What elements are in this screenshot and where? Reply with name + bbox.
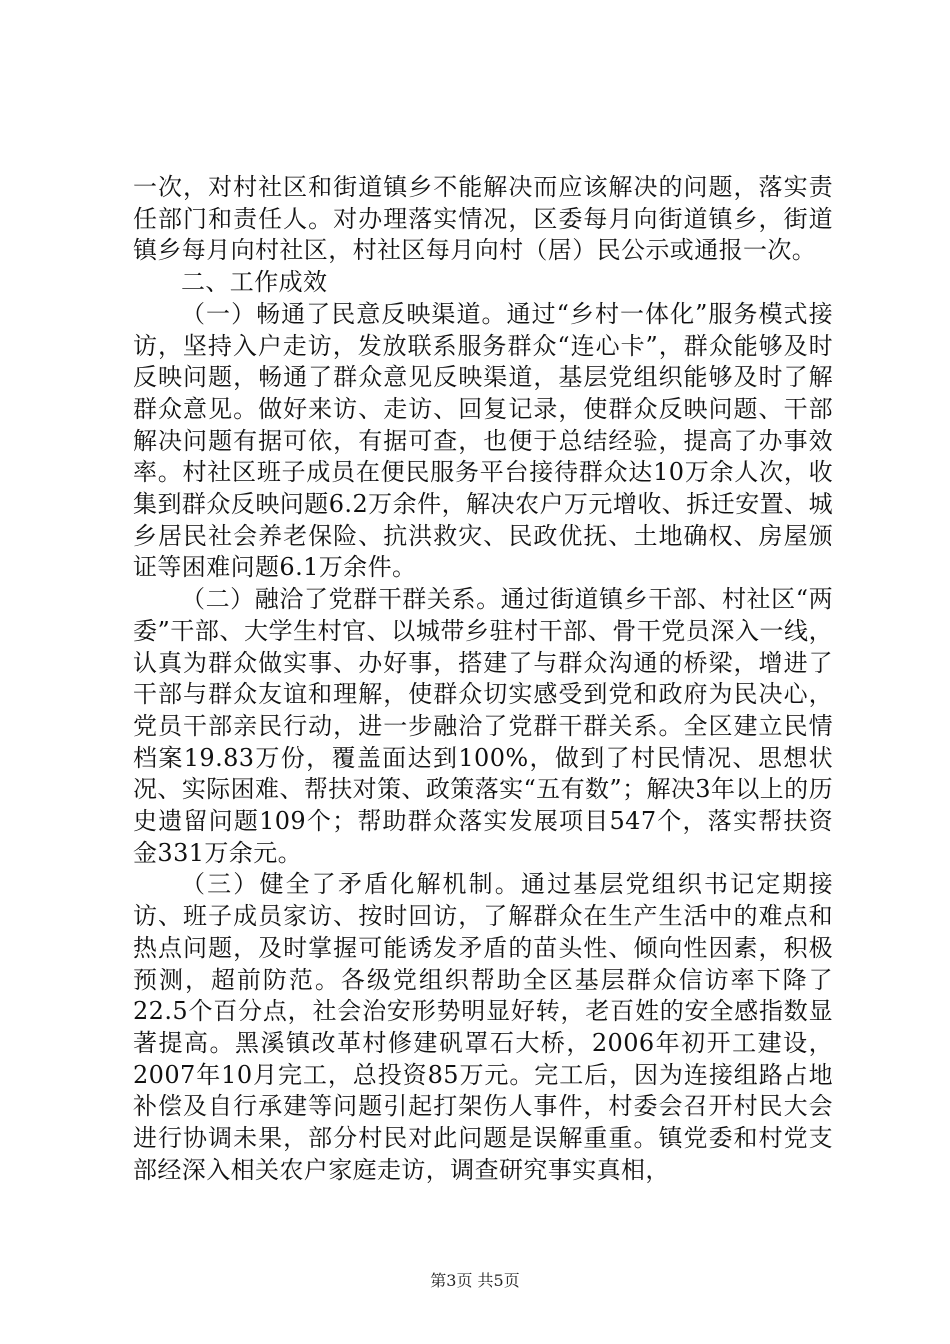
section-heading: 二、工作成效 — [181, 268, 328, 297]
paragraph-section-1: （一）畅通了民意反映渠道。通过“乡村一体化”服务模式接访，坚持入户走访，发放联系服务群众“连心卡”，群众能够及时反映问题，畅通了群众意见反映渠道，基层党组织能够及时了解群众意见。做好来访、走访、回复记录，使群众反映问题、干部解决问题有据可依，有据可查，也便于总结经验，提高了办事效率。村社区班子成员在便民服务平台接待群众达10万余人次，收集到群众反映问题6.2万余件，解决农户万元增收、拆迁安置、城乡居民社会养老保险、抗洪救灾、民政优抚、土地确权、房屋颁证等困难问题6.1万余件。 — [133, 299, 833, 582]
paragraph-section-2: （二）融洽了党群干群关系。通过街道镇乡干部、村社区“两委”干部、大学生村官、以城带乡驻村干部、骨干党员深入一线，认真为群众做实事、办好事，搭建了与群众沟通的桥梁，增进了干部与群众友谊和理解，使群众切实感受到党和政府为民决心，党员干部亲民行动，进一步融洽了党群干群关系。全区建立民情档案19.83万份，覆盖面达到100%，做到了村民情况、思想状况、实际困难、帮扶对策、政策落实“五有数”；解决3年以上的历史遗留问题109个；帮助群众落实发展项目547个，落实帮扶资金331万余元。 — [133, 585, 833, 867]
document-body — [133, 172, 833, 1187]
paragraph-section-3: （三）健全了矛盾化解机制。通过基层党组织书记定期接访、班子成员家访、按时回访，了解群众在生产生活中的难点和热点问题，及时掌握可能诱发矛盾的苗头性、倾向性因素，积极预测，超前防范。各级党组织帮助全区基层群众信访率下降了22.5个百分点，社会治安形势明显好转，老百姓的安全感指数显著提高。黑溪镇改革村修建矾罩石大桥，2006年初开工建设，2007年10月完工，总投资85万元。完工后，因为连接组路占地补偿及自行承建等问题引起打架伤人事件，村委会召开村民大会进行协调未果，部分村民对此问题是误解重重。镇党委和村党支部经深入相关农户家庭走访，调查研究事实真相， — [133, 870, 833, 1184]
page-footer: 第3页 共5页 — [430, 1271, 520, 1290]
paragraph-continuation: 一次，对村社区和街道镇乡不能解决而应该解决的问题，落实责任部门和责任人。对办理落实情况，区委每月向街道镇乡，街道镇乡每月向村社区，村社区每月向村（居）民公示或通报一次。 — [133, 173, 833, 265]
